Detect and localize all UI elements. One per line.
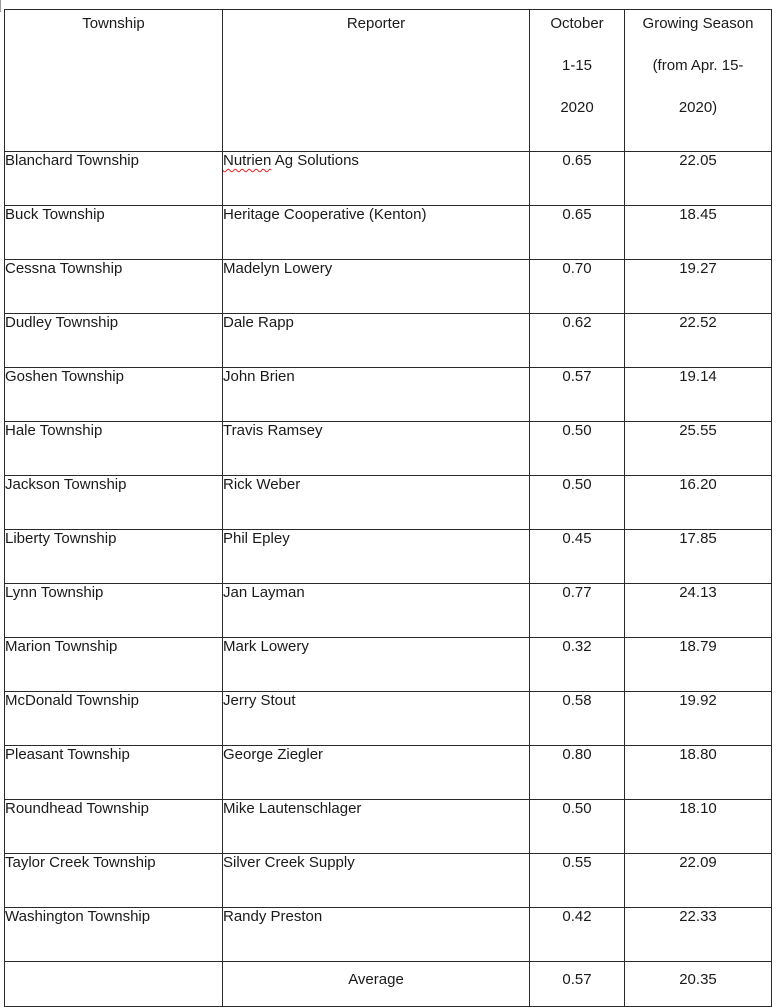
reporter-cell: Travis Ramsey: [223, 422, 530, 476]
october-cell: 0.77: [530, 584, 625, 638]
season-cell: 16.20: [625, 476, 772, 530]
header-october-line-2: 1-15: [561, 57, 593, 74]
header-row: [5, 10, 772, 152]
season-cell: 22.05: [625, 152, 772, 206]
average-empty-cell: [5, 962, 223, 1007]
header-growing-line-3: 2020): [678, 99, 718, 116]
average-label: Average: [223, 962, 530, 1007]
season-cell: 19.27: [625, 260, 772, 314]
township-cell: Liberty Township: [5, 530, 223, 584]
header-growing-season: [625, 10, 772, 152]
season-cell: 18.79: [625, 638, 772, 692]
reporter-cell: Dale Rapp: [223, 314, 530, 368]
average-row: [5, 962, 772, 1007]
reporter-cell: Madelyn Lowery: [223, 260, 530, 314]
october-cell: 0.32: [530, 638, 625, 692]
october-cell: 0.62: [530, 314, 625, 368]
township-cell: Taylor Creek Township: [5, 854, 223, 908]
reporter-cell: Randy Preston: [223, 908, 530, 962]
township-cell: Lynn Township: [5, 584, 223, 638]
average-october: 0.57: [530, 962, 625, 1007]
october-cell: 0.45: [530, 530, 625, 584]
october-cell: 0.70: [530, 260, 625, 314]
october-cell: 0.50: [530, 800, 625, 854]
table-row: [5, 746, 772, 800]
reporter-cell: Heritage Cooperative (Kenton): [223, 206, 530, 260]
table-row: [5, 584, 772, 638]
table-row: [5, 152, 772, 206]
october-cell: 0.58: [530, 692, 625, 746]
table-row: [5, 314, 772, 368]
season-cell: 18.80: [625, 746, 772, 800]
township-cell: Jackson Township: [5, 476, 223, 530]
reporter-cell: Mike Lautenschlager: [223, 800, 530, 854]
township-cell: McDonald Township: [5, 692, 223, 746]
table-row: [5, 368, 772, 422]
season-cell: 18.10: [625, 800, 772, 854]
season-cell: 25.55: [625, 422, 772, 476]
header-township: [5, 10, 223, 152]
october-cell: 0.65: [530, 152, 625, 206]
october-cell: 0.50: [530, 422, 625, 476]
season-cell: 24.13: [625, 584, 772, 638]
october-cell: 0.55: [530, 854, 625, 908]
reporter-cell: Jerry Stout: [223, 692, 530, 746]
october-cell: 0.65: [530, 206, 625, 260]
reporter-cell: Jan Layman: [223, 584, 530, 638]
season-cell: 19.14: [625, 368, 772, 422]
table-row: [5, 260, 772, 314]
township-cell: Hale Township: [5, 422, 223, 476]
page-edge-rule: [0, 0, 1, 12]
reporter-text-rest: Ag Solutions: [271, 152, 359, 169]
october-cell: 0.57: [530, 368, 625, 422]
table-row: [5, 476, 772, 530]
table-row: [5, 638, 772, 692]
october-cell: 0.42: [530, 908, 625, 962]
table-row: [5, 692, 772, 746]
reporter-cell: [223, 152, 530, 206]
october-cell: 0.80: [530, 746, 625, 800]
season-cell: 17.85: [625, 530, 772, 584]
township-cell: Cessna Township: [5, 260, 223, 314]
october-cell: 0.50: [530, 476, 625, 530]
table-row: [5, 908, 772, 962]
reporter-cell: George Ziegler: [223, 746, 530, 800]
season-cell: 22.52: [625, 314, 772, 368]
township-cell: Dudley Township: [5, 314, 223, 368]
season-cell: 22.33: [625, 908, 772, 962]
table-row: [5, 206, 772, 260]
township-cell: Goshen Township: [5, 368, 223, 422]
spellcheck-flagged-word: Nutrien: [223, 152, 272, 169]
township-cell: Roundhead Township: [5, 800, 223, 854]
season-cell: 18.45: [625, 206, 772, 260]
average-season: 20.35: [625, 962, 772, 1007]
header-reporter: [223, 10, 530, 152]
table-row: [5, 854, 772, 908]
reporter-cell: Rick Weber: [223, 476, 530, 530]
header-reporter-label: Reporter: [346, 15, 406, 32]
table-row: [5, 422, 772, 476]
table-row: [5, 530, 772, 584]
header-township-label: Township: [82, 15, 145, 32]
header-growing-line-2: (from Apr. 15-: [652, 57, 744, 74]
township-cell: Blanchard Township: [5, 152, 223, 206]
header-october-line-3: 2020: [560, 99, 594, 116]
header-october: [530, 10, 625, 152]
township-cell: Washington Township: [5, 908, 223, 962]
season-cell: 22.09: [625, 854, 772, 908]
header-october-line-1: October: [550, 15, 604, 32]
reporter-cell: Mark Lowery: [223, 638, 530, 692]
header-growing-line-1: Growing Season: [642, 15, 754, 32]
township-cell: Marion Township: [5, 638, 223, 692]
season-cell: 19.92: [625, 692, 772, 746]
reporter-cell: Phil Epley: [223, 530, 530, 584]
rainfall-table: [4, 9, 772, 1007]
table-row: [5, 800, 772, 854]
township-cell: Pleasant Township: [5, 746, 223, 800]
reporter-cell: Silver Creek Supply: [223, 854, 530, 908]
township-cell: Buck Township: [5, 206, 223, 260]
reporter-cell: John Brien: [223, 368, 530, 422]
